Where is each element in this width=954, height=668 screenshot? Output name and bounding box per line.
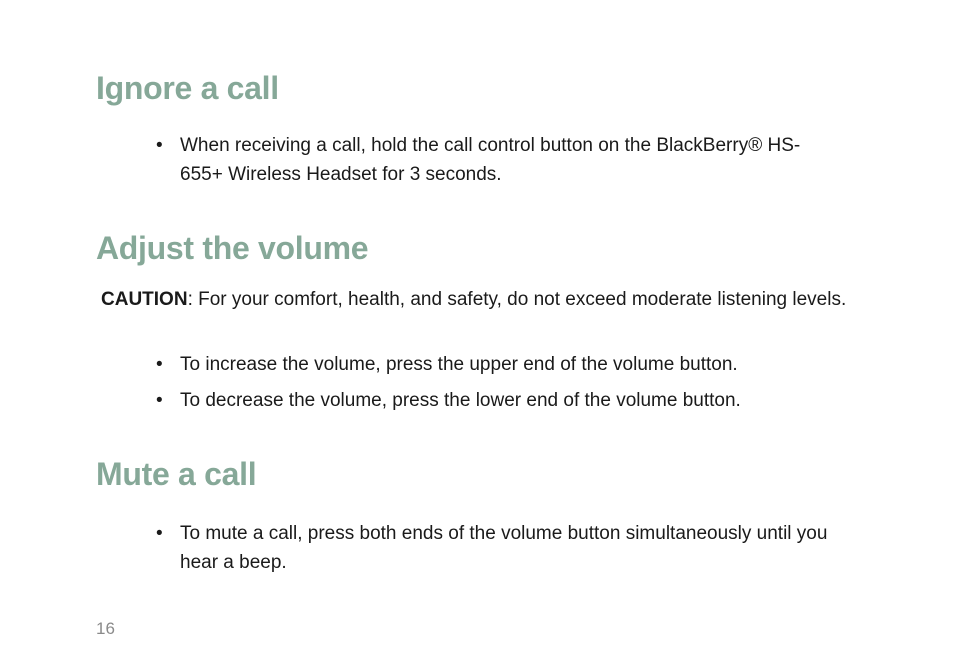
bullet-text: When receiving a call, hold the call control button on the BlackBerry® HS-655+ Wireless Headset for 3 seconds. bbox=[180, 135, 801, 185]
caution-note bbox=[101, 285, 861, 314]
bullet-text: To increase the volume, press the upper end of the volume button. bbox=[180, 354, 738, 375]
bullet-ignore-call bbox=[156, 131, 836, 189]
heading-adjust-the-volume: Adjust the volume bbox=[96, 230, 369, 266]
bullet-mute-call bbox=[156, 519, 856, 577]
bullet-dot: • bbox=[156, 390, 163, 411]
page-number: 16 bbox=[96, 619, 115, 638]
caution-label: CAUTION bbox=[101, 289, 188, 310]
caution-text: : For your comfort, health, and safety, do not exceed moderate listening levels. bbox=[187, 289, 847, 310]
bullet-text: To mute a call, press both ends of the volume button simultaneously until you hear a beep. bbox=[180, 523, 828, 573]
bullet-increase-volume bbox=[156, 350, 856, 379]
bullet-dot: • bbox=[156, 523, 163, 544]
bullet-dot: • bbox=[156, 135, 163, 156]
bullet-dot: • bbox=[156, 354, 163, 375]
bullet-text: To decrease the volume, press the lower end of the volume button. bbox=[180, 390, 741, 411]
heading-mute-a-call: Mute a call bbox=[96, 456, 257, 492]
bullet-decrease-volume bbox=[156, 386, 856, 415]
heading-ignore-a-call: Ignore a call bbox=[96, 70, 279, 106]
